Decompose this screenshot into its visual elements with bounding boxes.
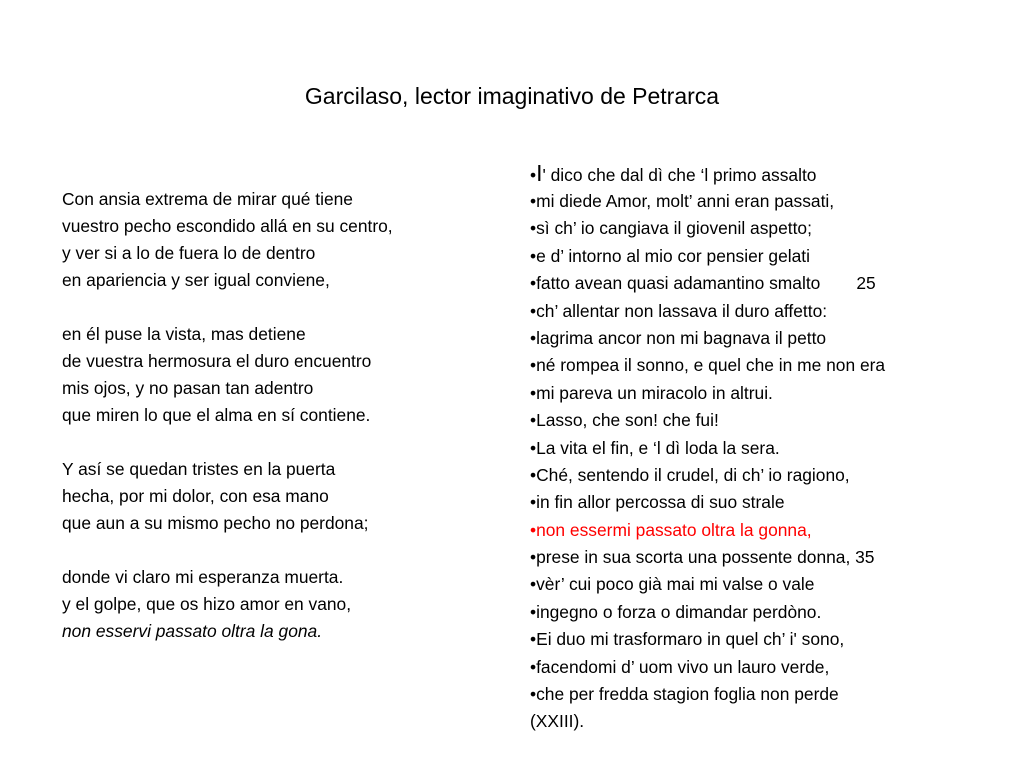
- poem-line: •che per fredda stagion foglia non perde: [530, 684, 839, 705]
- poem-line: que aun a su mismo pecho no perdona;: [62, 513, 369, 533]
- poem-line: Con ansia extrema de mirar qué tiene: [62, 189, 353, 209]
- poem-line: •ch’ allentar non lassava il duro affetto:: [530, 300, 828, 321]
- poem-line: y ver si a lo de fuera lo de dentro: [62, 243, 316, 263]
- poem-line: •ingegno o forza o dimandar perdòno.: [530, 601, 822, 622]
- sonnet-stanza: [62, 186, 502, 294]
- poem-line: •vèr’ cui poco già mai mi valse o vale: [530, 574, 815, 595]
- poem-line: donde vi claro mi esperanza muerta.: [62, 567, 344, 587]
- poem-line: •e d’ intorno al mio cor pensier gelati: [530, 245, 810, 266]
- bullet: •: [530, 165, 537, 185]
- sonnet-stanza: [62, 321, 502, 429]
- sonnet-stanza: [62, 456, 502, 537]
- line-number: 25: [856, 273, 876, 294]
- poem-line: •Ei duo mi trasformaro in quel ch’ i' sono,: [530, 629, 845, 650]
- poem-citation: (XXIII).: [530, 711, 585, 732]
- poem-line: •Ché, sentendo il crudel, di ch’ io ragiono,: [530, 464, 850, 485]
- poem-line: [530, 270, 1010, 297]
- poem-line-italic-quote: non esservi passato oltra la gona.: [62, 621, 323, 641]
- poem-line: [530, 160, 1010, 188]
- poem-line: •prese in sua scorta una possente donna, 35: [530, 547, 875, 568]
- poem-line: vuestro pecho escondido allá en su centro,: [62, 216, 393, 236]
- poem-line: de vuestra hermosura el duro encuentro: [62, 351, 372, 371]
- garcilaso-sonnet: [62, 186, 502, 645]
- sonnet-stanza: [62, 564, 502, 645]
- poem-line: •mi pareva un miracolo in altrui.: [530, 382, 773, 403]
- poem-line-text: •fatto avean quasi adamantino smalto: [530, 273, 821, 294]
- poem-line: y el golpe, que os hizo amor en vano,: [62, 594, 352, 614]
- poem-line: •facendomi d’ uom vivo un lauro verde,: [530, 656, 830, 677]
- petrarca-canzone: [530, 160, 1010, 736]
- poem-line: en apariencia y ser igual conviene,: [62, 270, 330, 290]
- poem-line: Y así se quedan tristes en la puerta: [62, 459, 336, 479]
- poem-line: en él puse la vista, mas detiene: [62, 324, 306, 344]
- poem-line: que miren lo que el alma en sí contiene.: [62, 405, 371, 425]
- poem-line: •La vita el fin, e ‘l dì loda la sera.: [530, 437, 780, 458]
- poem-line-highlighted: •non essermi passato oltra la gonna,: [530, 519, 812, 540]
- poem-line: mis ojos, y no pasan tan adentro: [62, 378, 314, 398]
- poem-line: •né rompea il sonno, e quel che in me non era: [530, 355, 886, 376]
- poem-line: •Lasso, che son! che fui!: [530, 410, 719, 431]
- poem-line-rest: ' dico che dal dì che ‘l primo assalto: [542, 165, 817, 185]
- poem-line: hecha, por mi dolor, con esa mano: [62, 486, 329, 506]
- poem-line: •sì ch’ io cangiava il giovenil aspetto;: [530, 218, 812, 239]
- poem-line: •lagrima ancor non mi bagnava il petto: [530, 327, 827, 348]
- poem-line: •mi diede Amor, molt’ anni eran passati,: [530, 191, 835, 211]
- large-initial: I: [536, 160, 543, 186]
- poem-line: •in fin allor percossa di suo strale: [530, 492, 785, 513]
- slide-title: Garcilaso, lector imaginativo de Petrarca: [304, 83, 720, 109]
